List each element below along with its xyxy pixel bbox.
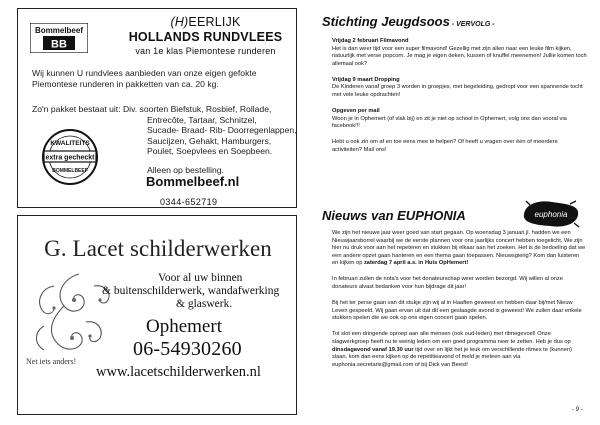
- bommelbeef-logo-text: Bommelbeef: [34, 26, 84, 35]
- item-heading: Opgeven per mail: [332, 108, 380, 115]
- cuts-item: Sucade- Braad- Rib- Doorregenlappen,: [147, 125, 297, 135]
- jeugdsoos-item: [332, 38, 587, 68]
- item-text: Het is dan weer tijd voor een super filmavond! Gezellig met zijn allen naar een leuke film kijken, natuurlijk met verse popcorn. Je mag je eigen deken, kussen of knuffel meenemen! Jullie komen toch allemaal ook?: [332, 45, 587, 67]
- jeugdsoos-section: [322, 14, 587, 163]
- lacet-phone: 06-54930260: [133, 338, 242, 360]
- lacet-service-line-3: & glaswerk.: [176, 298, 233, 310]
- seal-top-text: KWALITEITS: [50, 140, 90, 147]
- item-text: Woon je in Ophemert (of vlak bij) en zit je niet op school in Ophemert, volg ons dan vooral via facebook!!!: [332, 115, 567, 130]
- lacet-service-line-2: & buitenschilderwerk, wandafwerking: [102, 285, 280, 297]
- para-text-after: tijd over en lijkt het je leuk om verschillende ritmes te (kunnen) slaan, kom dan eens kijken op de repetitieavond of meld je meteen aan via euphonia.secretaris@gmail.com of bij Dick van Beest!: [332, 346, 572, 368]
- lacet-website: www.lacetschilderwerken.nl: [96, 364, 261, 380]
- euphonia-paragraph: [332, 300, 587, 323]
- headline-line-2: HOLLANDS RUNDVLEES: [128, 30, 283, 44]
- bommelbeef-intro: Wij kunnen U rundvlees aanbieden van onze eigen gefokte Piemontese runderen in pakketten van ca. 20 kg.: [32, 68, 257, 89]
- euphonia-paragraph: [332, 276, 587, 291]
- para-text: Tot slot een dringende oproep aan alle mensen (ook oud-leden) met ritmegevoel! Onze slagwerkgroep heeft nu te weinig leden om een goed programma neer te zetten. Heb je dus op: [332, 331, 571, 346]
- para-text: In februari zullen de nota's voor het donateurschap weer worden bezorgd. Wij willen al onze donateurs alvast bedanken voor hun bijdrage dit jaar!: [332, 276, 563, 291]
- item-text: Hebt u ook zin om af en toe eens mee te helpen? Of heeft u vragen over één of meerdere activiteiten? Mail ons!: [332, 139, 558, 154]
- euphonia-body: [332, 230, 587, 378]
- swirl-ornament-icon: [24, 266, 134, 361]
- bommelbeef-logo-mark: BB: [51, 38, 67, 51]
- euphonia-logo-text: euphonia: [534, 210, 568, 219]
- lacet-place: Ophemert: [146, 316, 222, 337]
- cuts-lead: Zo'n pakket bestaat uit: Div. soorten Biefstuk, Rosbief, Rollade,: [32, 104, 272, 114]
- euphonia-paragraph: [332, 230, 587, 268]
- para-bold: zaterdag 7 april a.s. in Huis OpHemert!: [363, 260, 469, 267]
- headline-suffix: EERLIJK: [188, 15, 241, 29]
- cuts-item: Saucijzen, Gehakt, Hamburgers,: [147, 135, 272, 146]
- lacet-title: G. Lacet schilderwerken: [44, 236, 272, 261]
- jeugdsoos-title-text: Stichting Jeugdsoos: [322, 14, 450, 29]
- bommelbeef-logo: [30, 23, 88, 53]
- lacet-tagline: Net iets anders!: [26, 357, 77, 366]
- cuts-item: Entrecôte, Tartaar, Schnitzel,: [147, 114, 257, 125]
- bommelbeef-website: Bommelbeef.nl: [146, 174, 240, 189]
- jeugdsoos-title-suffix: - VERVOLG -: [449, 21, 495, 28]
- seal-bottom-text: BOMMELBEEF: [52, 168, 88, 174]
- cuts-item: Poulet, Soepvlees en Soepbeen.: [147, 146, 273, 156]
- headline-prefix: (H): [170, 15, 189, 29]
- lacet-advertisement: [17, 215, 297, 415]
- bommelbeef-advertisement: [17, 8, 297, 208]
- bommelbeef-phone: 0344-652719: [160, 197, 218, 207]
- lacet-service-line-1: Voor al uw binnen: [158, 272, 243, 284]
- item-heading: Vrijdag 9 maart Dropping: [332, 76, 400, 83]
- cuts-list: [147, 115, 297, 176]
- jeugdsoos-item: [332, 108, 587, 131]
- jeugdsoos-item: [332, 139, 587, 154]
- seal-middle-text: extra gecheckt: [45, 154, 95, 162]
- order-note: Alleen op bestelling.: [147, 164, 224, 175]
- euphonia-paragraph: [332, 331, 587, 369]
- item-heading: Vrijdag 2 februari Filmavond: [332, 38, 409, 44]
- para-bold: dinsdagavond vanaf 19.30 uur: [332, 346, 414, 353]
- euphonia-logo: [520, 199, 582, 229]
- euphonia-title: Nieuws van EUPHONIA: [322, 208, 466, 223]
- jeugdsoos-title: [322, 14, 587, 29]
- headline-line-3: van 1e klas Piemontese runderen: [135, 46, 276, 56]
- para-text: We zijn het nieuwe jaar weer goed van start gegaan. Op woensdag 3 januari jl. hadden we een Nieuwjaarsborrel waarbij we de eerste plannen voor ons jaarlijks concert hebben toegelicht. We zijn hier nu druk voor aan het repeteren en stukken bij elkaar aan het zoeken. Het is de bedoeling dat we een andere opzet gaan hanteren en een thema gaan toepassen. Nieuwsgierig? Kom dan luisteren en kijken op: [332, 230, 586, 267]
- page-number: - 9 -: [572, 407, 583, 413]
- jeugdsoos-item: [332, 77, 587, 100]
- quality-seal-icon: [40, 127, 100, 187]
- jeugdsoos-body: [322, 38, 587, 155]
- bommelbeef-headline: [118, 15, 293, 57]
- para-text: Bij het ter perse gaan van dit stukje zijn wij al in Haaften geweest en hebben daar bij/met Nieuw Leven gespeeld. Wij gaan ervan uit dat dit een geslaagde avond is geweest! We zullen daar enkele stukken spelen die we ook op ons eigen concert gaan spelen.: [332, 300, 582, 322]
- item-text: De Kinderen vanaf groep 3 worden in groepjes, met begeleiding, gedropt voor een spannende tocht met vele leuke opdrachten!: [332, 84, 583, 99]
